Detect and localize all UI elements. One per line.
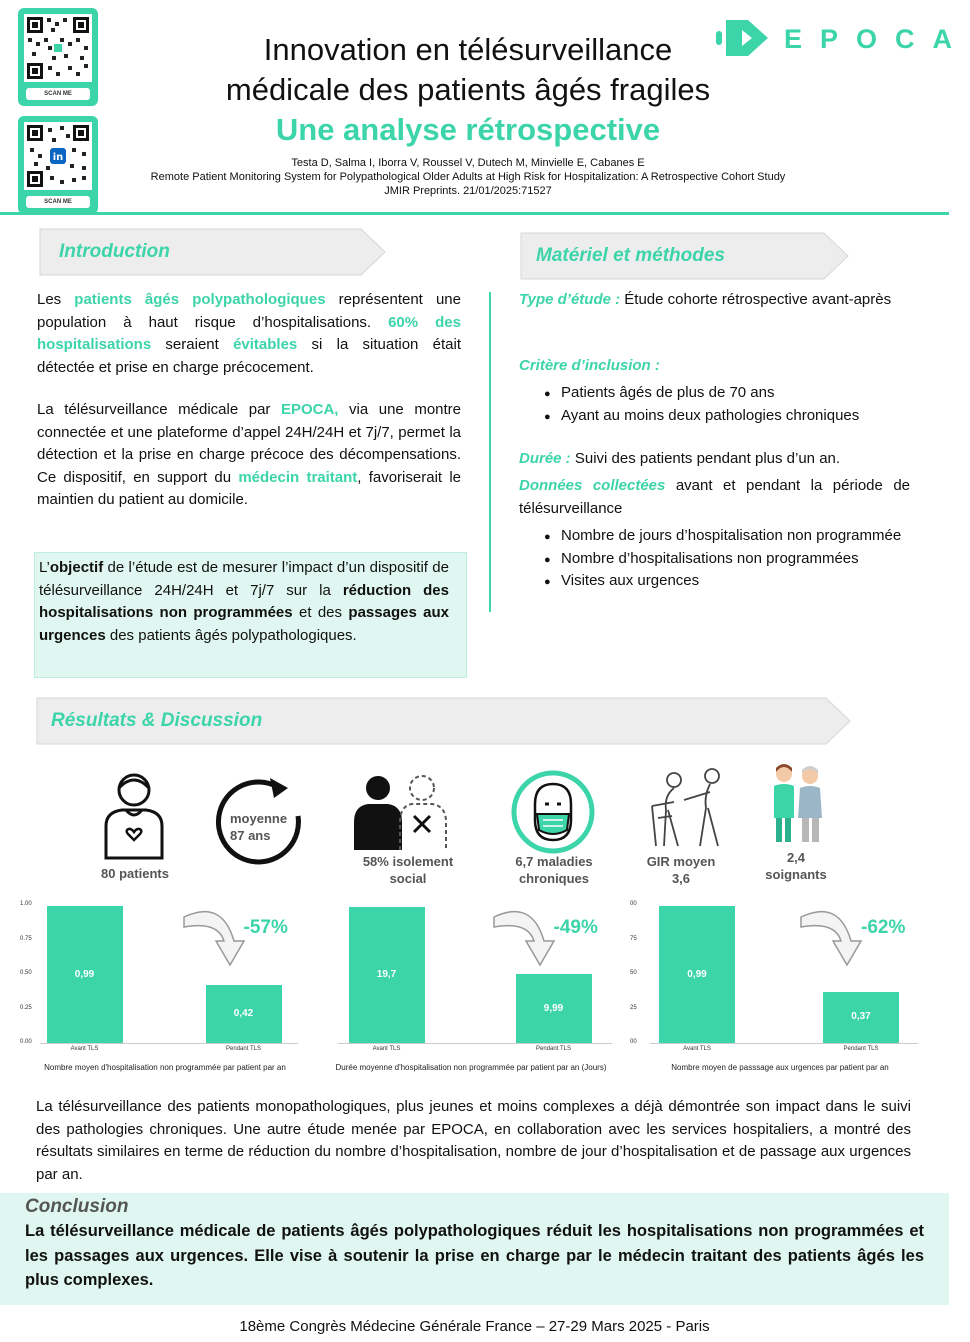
title-line-1: Innovation en télésurveillance [263, 32, 673, 67]
methods-inclusion-label: Critère d’inclusion : [519, 357, 660, 374]
y-tick-label: 0.75 [20, 935, 32, 942]
list-item: ● Ayant au moins deux pathologies chroniques [561, 405, 911, 428]
y-tick-label: 75 [630, 935, 637, 942]
y-tick-label: 25 [630, 1004, 637, 1011]
intro-paragraph-2: La télésurveillance médicale par EPOCA, via une montre connectée et une plateforme d’appel 24H/24H et 7j/7, permet la détection et la prise en charge précoce des décompensations. Ce dispositif, en support du médecin traitant, favoriserait le maintien du patient au domicile. [37, 401, 462, 509]
section-banner-results [36, 697, 852, 745]
reference: Remote Patient Monitoring System for Polypathological Older Adults at High Risk for Hospitalization: A Retrospective Cohort Study [150, 171, 786, 183]
elderly-walker-icon [644, 766, 736, 850]
mask-face-icon [511, 770, 595, 854]
y-tick-label: 50 [630, 970, 637, 976]
methods-data-list [519, 525, 910, 593]
bar-value-label: 9,99 [543, 1002, 564, 1014]
section-title: Matériel et méthodes [536, 245, 725, 266]
decrease-arrow-icon [182, 905, 252, 969]
methods-study-type: Type d’étude : Étude cohorte rétrospective avant-après [519, 291, 892, 308]
stat-isolation: 58% isolement social [362, 854, 454, 886]
section-title: Résultats & Discussion [51, 710, 263, 731]
footer: 18ème Congrès Médecine Générale France – 27-29 Mars 2025 - Paris [239, 1318, 710, 1335]
y-tick-label: 0.25 [20, 1004, 32, 1011]
list-item: ● Nombre d’hospitalisations non programmées [561, 548, 910, 571]
svg-text:in: in [52, 152, 64, 163]
logo-text: EPOCA [784, 24, 970, 54]
bar-value-label: 0,99 [74, 968, 95, 980]
x-axis-line [650, 1043, 918, 1044]
category-label: Pendant TLS [226, 1046, 261, 1052]
qr-scan-label: SCAN ME [26, 88, 90, 100]
subtitle: Une analyse rétrospective [275, 112, 661, 147]
carers-icon [768, 762, 826, 846]
chart-duree [318, 895, 624, 1072]
isolation-icon [352, 770, 448, 852]
preprint: JMIR Preprints. 21/01/2025:71527 [384, 185, 552, 197]
stat-age: moyenne 87 ans [230, 811, 288, 843]
stat-patients: 80 patients [101, 866, 169, 881]
chart-caption: Durée moyenne d'hospitalisation non programmée par patient par an (Jours) [335, 1063, 607, 1072]
chart-caption: Nombre moyen de passsage aux urgences par patient par an [671, 1063, 889, 1072]
methods-inclusion-list [519, 382, 911, 427]
list-item: ● Visites aux urgences [561, 570, 910, 593]
chart-hospitalisations [20, 895, 310, 1072]
conclusion-title: Conclusion [25, 1196, 129, 1217]
category-label: Avant TLS [683, 1046, 711, 1052]
percent-change: -57% [243, 917, 288, 938]
header-divider [0, 212, 949, 215]
category-label: Avant TLS [70, 1046, 99, 1052]
decrease-arrow-icon [492, 905, 562, 969]
bar-value-label: 0,99 [687, 968, 707, 980]
methods-duration: Durée : Suivi des patients pendant plus d’un an. [519, 450, 841, 467]
stat-gir: GIR moyen 3,6 [646, 854, 716, 886]
qr-code-card [18, 8, 98, 106]
qr-code-card [18, 116, 98, 214]
x-axis-line [40, 1043, 298, 1044]
stat-carers: 2,4 soignants [765, 850, 827, 882]
discussion-paragraph: La télésurveillance des patients monopathologiques, plus jeunes et moins complexes a déjà démontrée son impact dans le suivi des pathologies chroniques. Une autre étude menée par EPOCA, en collaboration avec les services hospitaliers, a montré des résultats similaires en terme de réduction du nombre d’hospitalisation, nombre de jour d’hospitalisation et de passage aux urgences par an. [36, 1098, 911, 1183]
section-banner-introduction [39, 228, 387, 276]
y-tick-label: 0.50 [20, 970, 32, 976]
stat-diseases: 6,7 maladies chroniques [515, 854, 593, 886]
column-divider [489, 292, 491, 612]
section-title: Introduction [59, 241, 170, 262]
qr-code-icon [24, 122, 92, 190]
y-tick-label: 0.00 [20, 1039, 32, 1045]
bar-value-label: 0,37 [851, 1011, 871, 1023]
qr-scan-label: SCAN ME [26, 196, 90, 208]
qr-code-icon [24, 14, 92, 82]
objective-text: L’objectif de l’étude est de mesurer l’impact d’un dispositif de télésurveillance 24H/24H et 7j/7 sur la réduction des hospitalisations non programmées et des passages aux urgences des patients âgés polypathologiques. [39, 559, 449, 644]
title-line-2: médicale des patients âgés fragiles [225, 72, 711, 107]
list-item: ● Nombre de jours d’hospitalisation non programmée [561, 525, 910, 548]
bar-value-label: 19,7 [376, 969, 397, 981]
y-tick-label: 1.00 [20, 901, 32, 907]
list-item: ● Patients âgés de plus de 70 ans [561, 382, 911, 405]
percent-change: -49% [553, 917, 598, 938]
percent-change: -62% [861, 917, 906, 938]
category-label: Avant TLS [372, 1046, 401, 1052]
y-tick-label: 00 [630, 901, 637, 907]
conclusion-text: La télésurveillance médicale de patients âgés polypathologiques réduit les hospitalisations non programmées et les passages aux urgences. Elle vise à soutenir la prise en charge par le médecin traitant des patients âgés les plus complexes. [25, 1222, 924, 1289]
bar-value-label: 0,42 [233, 1008, 254, 1020]
chart-caption: Nombre moyen d'hospitalisation non programmée par patient par an [44, 1063, 286, 1072]
patient-icon [100, 768, 168, 860]
category-label: Pendant TLS [536, 1046, 571, 1052]
category-label: Pendant TLS [843, 1046, 879, 1052]
x-axis-line [338, 1043, 612, 1044]
decrease-arrow-icon [799, 905, 869, 969]
intro-paragraph-1: Les patients âgés polypathologiques représentent une population à haut risque d’hospitalisations. 60% des hospitalisations seraient évitables si la situation était détectée et prise en charge précocement. [37, 291, 462, 376]
section-banner-methods [520, 232, 850, 280]
authors: Testa D, Salma I, Iborra V, Roussel V, Dutech M, Minvielle E, Cabanes E [291, 157, 645, 169]
methods-data-collected: Données collectées avant et pendant la période de télésurveillance [519, 477, 910, 517]
y-tick-label: 00 [630, 1039, 637, 1045]
chart-urgences [630, 895, 930, 1072]
